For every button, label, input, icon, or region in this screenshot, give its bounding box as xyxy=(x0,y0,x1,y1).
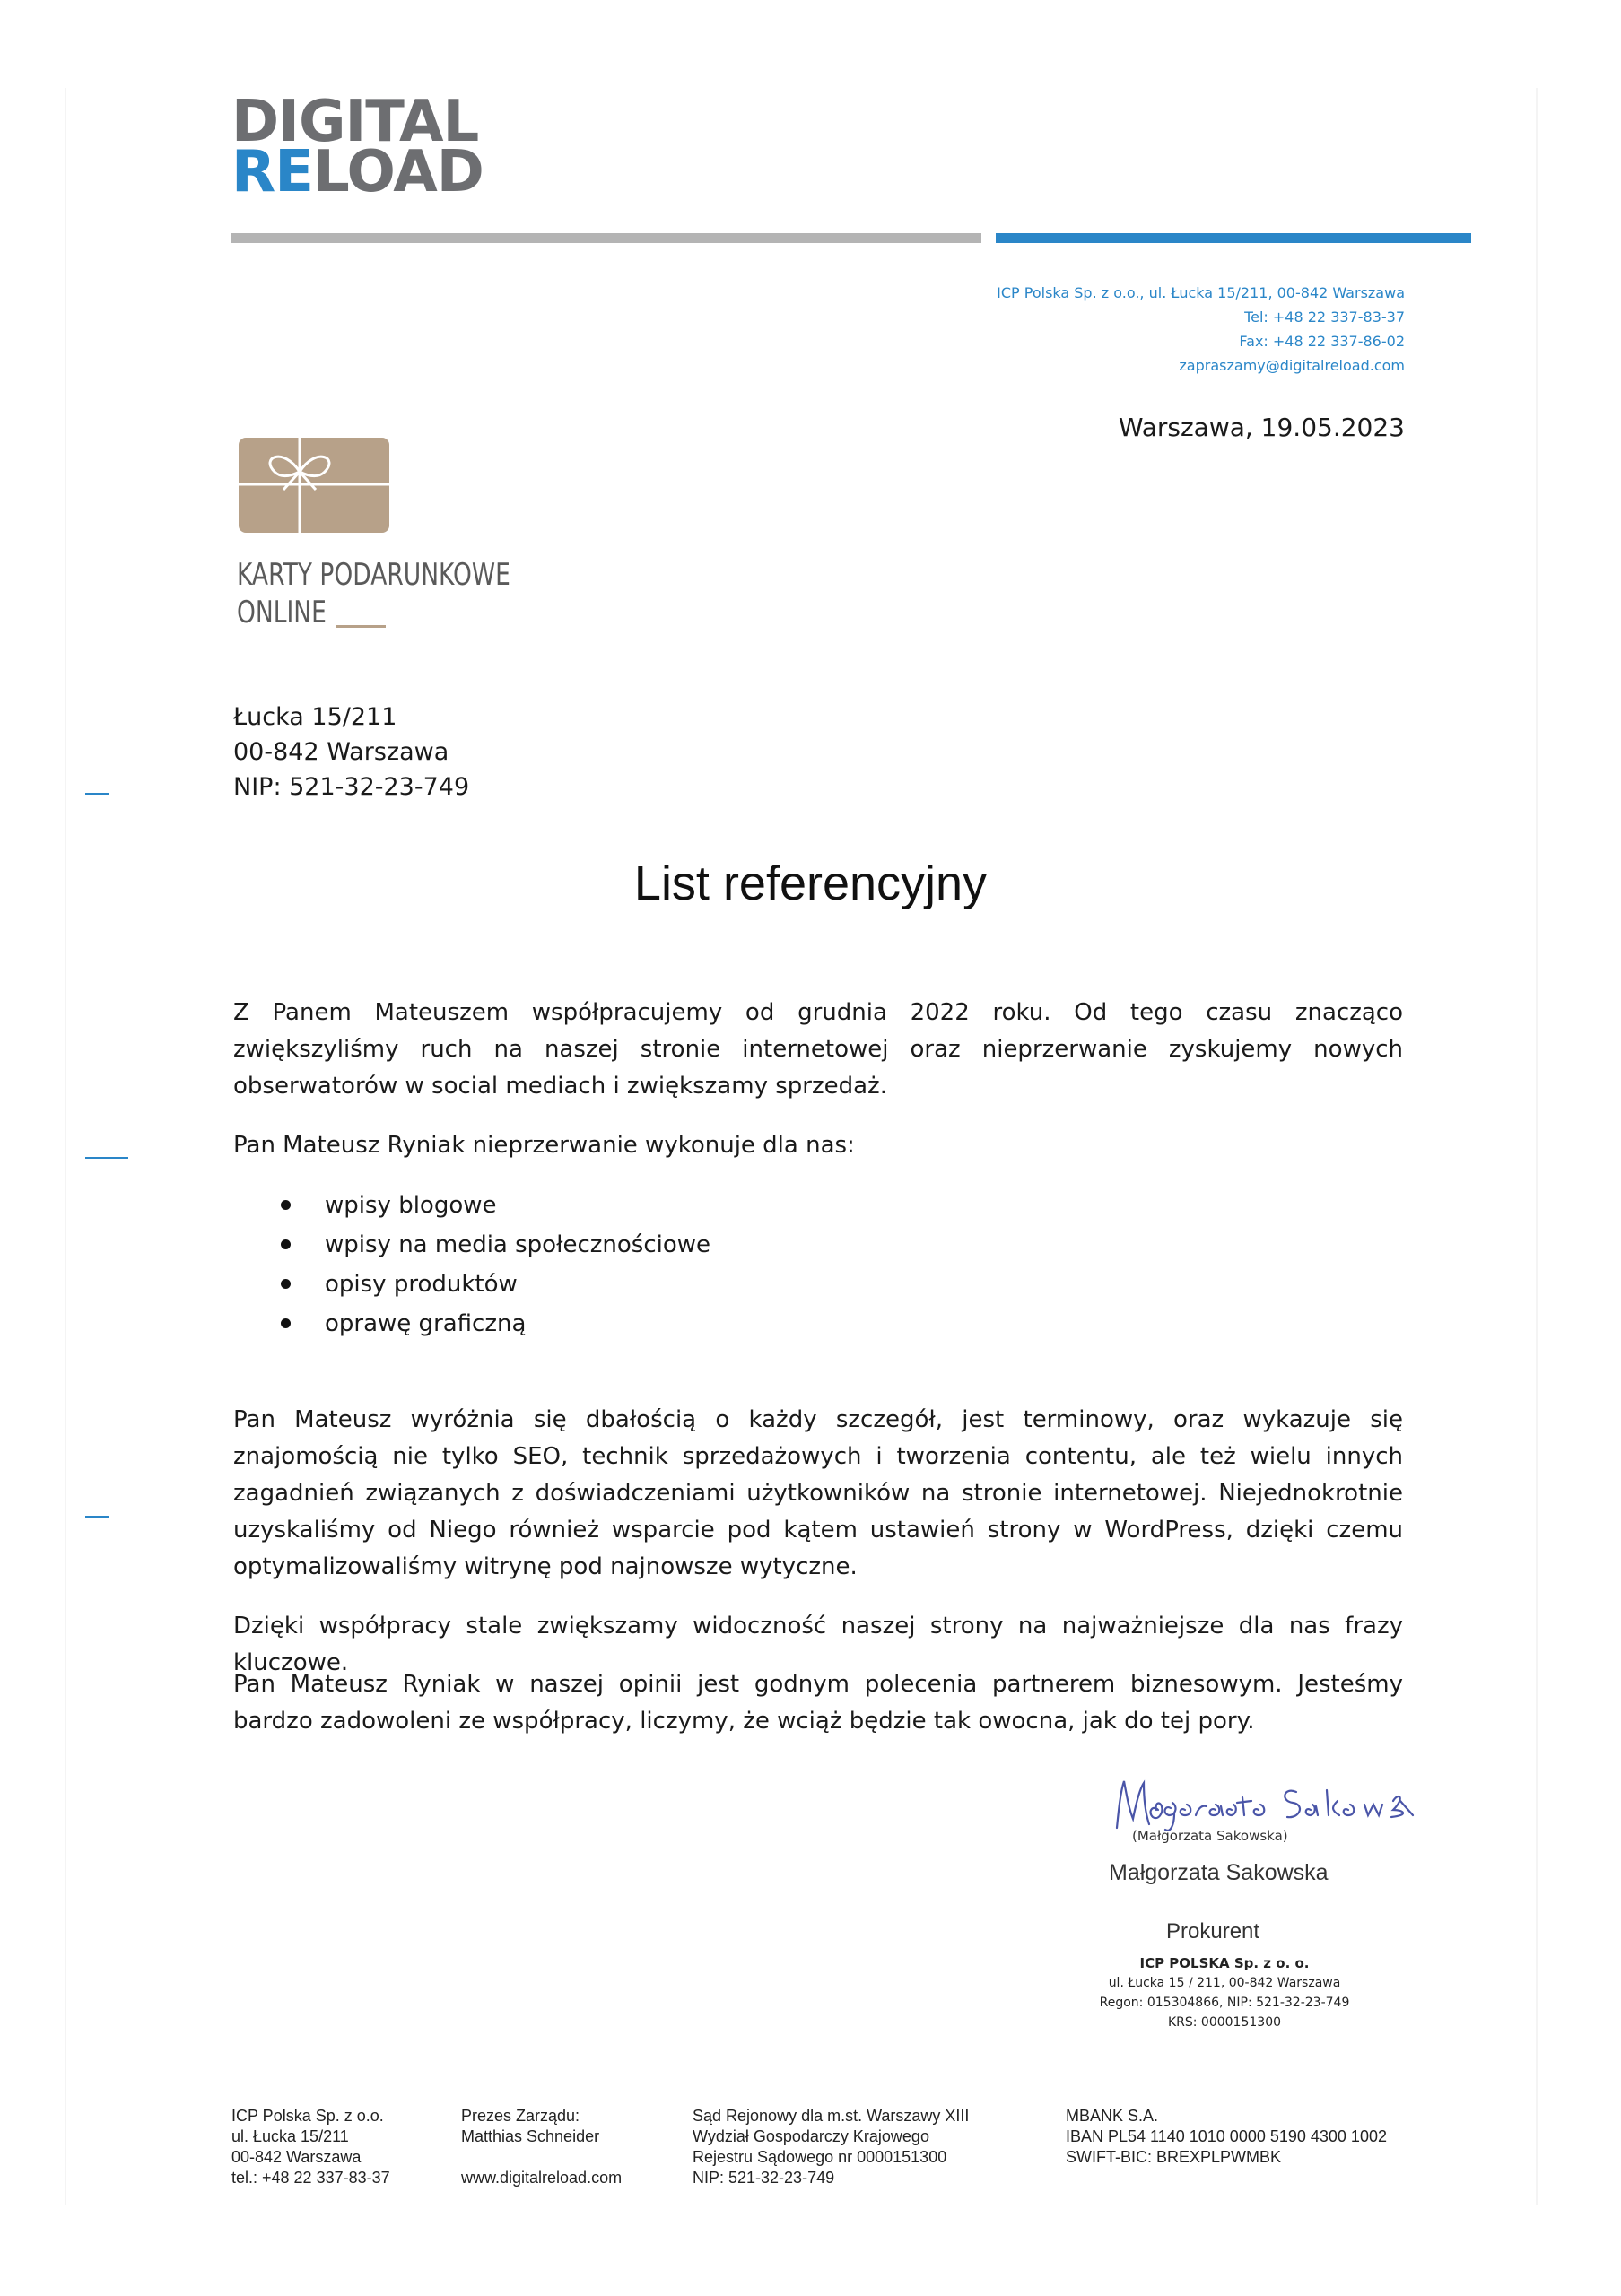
footer-website-link[interactable]: www.digitalreload.com xyxy=(461,2169,623,2187)
signatory-role: Prokurent xyxy=(1166,1919,1260,1944)
address-nip: NIP: 521-32-23-749 xyxy=(233,773,470,801)
contact-address: ICP Polska Sp. z o.o., ul. Łucka 15/211, 00-842 Warszawa xyxy=(997,284,1405,301)
list-item: oprawę graficzną xyxy=(278,1304,710,1344)
fold-mark-top xyxy=(85,793,109,795)
stamp-line: Regon: 015304866, NIP: 521-32-23-749 xyxy=(1099,1996,1350,2010)
gift-brand-underline xyxy=(336,625,386,628)
recipient-address xyxy=(233,700,469,804)
address-street: Łucka 15/211 xyxy=(233,703,397,731)
body-paragraph-3: Pan Mateusz wyróżnia się dbałością o każdy szczegół, jest terminowy, oraz wykazuje się znajomością nie tylko SEO, technik sprzedażowych i tworzenia contentu, ale też wielu innych zagadnień związanych z doświadczeniami użytkowników na stronie internetowej. Niejednokrotnie uzyskaliśmy od Niego również wsparcie pod kątem ustawień strony w WordPress, dzięki czemu optymalizowaliśmy witrynę pod najnowsze wytyczne. xyxy=(233,1406,1403,1580)
page-edge-left xyxy=(65,88,66,2205)
services-list xyxy=(278,1186,710,1344)
body-paragraph-1: Z Panem Mateuszem współpracujemy od grudnia 2022 roku. Od tego czasu znacząco zwiększyliśmy ruch na naszej stronie internetowej oraz nieprzerwanie zyskujemy nowych obserwatorów w social mediach i zwiększamy sprzedaż. xyxy=(233,999,1403,1100)
contact-phone: Tel: +48 22 337-83-37 xyxy=(1244,309,1405,326)
gift-brand-line1: KARTY PODARUNKOWE xyxy=(237,557,510,593)
body-paragraph-4: Dzięki współpracy stale zwiększamy widoczność naszej strony na najważniejsze dla nas frazy kluczowe. xyxy=(233,1613,1403,1676)
body-paragraph-5: Pan Mateusz Ryniak w naszej opinii jest godnym polecenia partnerem biznesowym. Jesteśmy bardzo zadowoleni ze współpracy, liczymy, że wciąż będzie tak owocna, jak do tej pory. xyxy=(233,1671,1403,1735)
gift-brand-line2: ONLINE xyxy=(237,595,327,631)
letter-title: List referencyjny xyxy=(633,857,988,910)
letterhead-grey-bar xyxy=(231,233,981,243)
fold-mark-bottom xyxy=(85,1516,109,1518)
gift-brand-text xyxy=(237,556,510,631)
stamp-line: ul. Łucka 15 / 211, 00-842 Warszawa xyxy=(1108,1976,1341,1990)
gift-card-icon xyxy=(239,438,389,533)
signatory-name: Małgorzata Sakowska xyxy=(1109,1860,1329,1885)
list-item: opisy produktów xyxy=(278,1265,710,1304)
contact-fax: Fax: +48 22 337-86-02 xyxy=(1239,333,1405,350)
digital-reload-logo xyxy=(231,89,484,205)
signature-caption: (Małgorzata Sakowska) xyxy=(1132,1828,1288,1844)
fold-mark-middle xyxy=(85,1157,128,1159)
company-stamp xyxy=(1076,1953,1373,2032)
logo-line1: DIGITAL xyxy=(231,89,479,155)
footer-bank: MBANK S.A. IBAN PL54 1140 1010 0000 5190 4300 1002 SWIFT-BIC: BREXPLPWMBK xyxy=(1066,2107,1387,2166)
letterhead-blue-bar xyxy=(996,233,1471,243)
list-item: wpisy na media społecznościowe xyxy=(278,1225,710,1265)
footer-management: Prezes Zarządu: Matthias Schneider www.digitalreload.com xyxy=(461,2107,623,2187)
contact-email: zapraszamy@digitalreload.com xyxy=(1179,357,1405,374)
stamp-line: KRS: 0000151300 xyxy=(1167,2015,1282,2030)
address-city: 00-842 Warszawa xyxy=(233,738,449,766)
footer-company: ICP Polska Sp. z o.o. ul. Łucka 15/211 00-842 Warszawa tel.: +48 22 337-83-37 xyxy=(231,2107,390,2187)
logo-line2: RELOAD xyxy=(231,139,484,205)
company-contact-block xyxy=(997,281,1405,378)
list-item: wpisy blogowe xyxy=(278,1186,710,1225)
stamp-line: ICP POLSKA Sp. z o. o. xyxy=(1139,1955,1310,1971)
letter-date: Warszawa, 19.05.2023 xyxy=(1118,413,1405,442)
body-paragraph-2: Pan Mateusz Ryniak nieprzerwanie wykonuje dla nas: xyxy=(233,1132,855,1159)
footer-registry: Sąd Rejonowy dla m.st. Warszawy XIII Wydział Gospodarczy Krajowego Rejestru Sądowego nr 0000151300 NIP: 521-32-23-749 xyxy=(693,2107,970,2187)
page-edge-right xyxy=(1536,88,1538,2205)
